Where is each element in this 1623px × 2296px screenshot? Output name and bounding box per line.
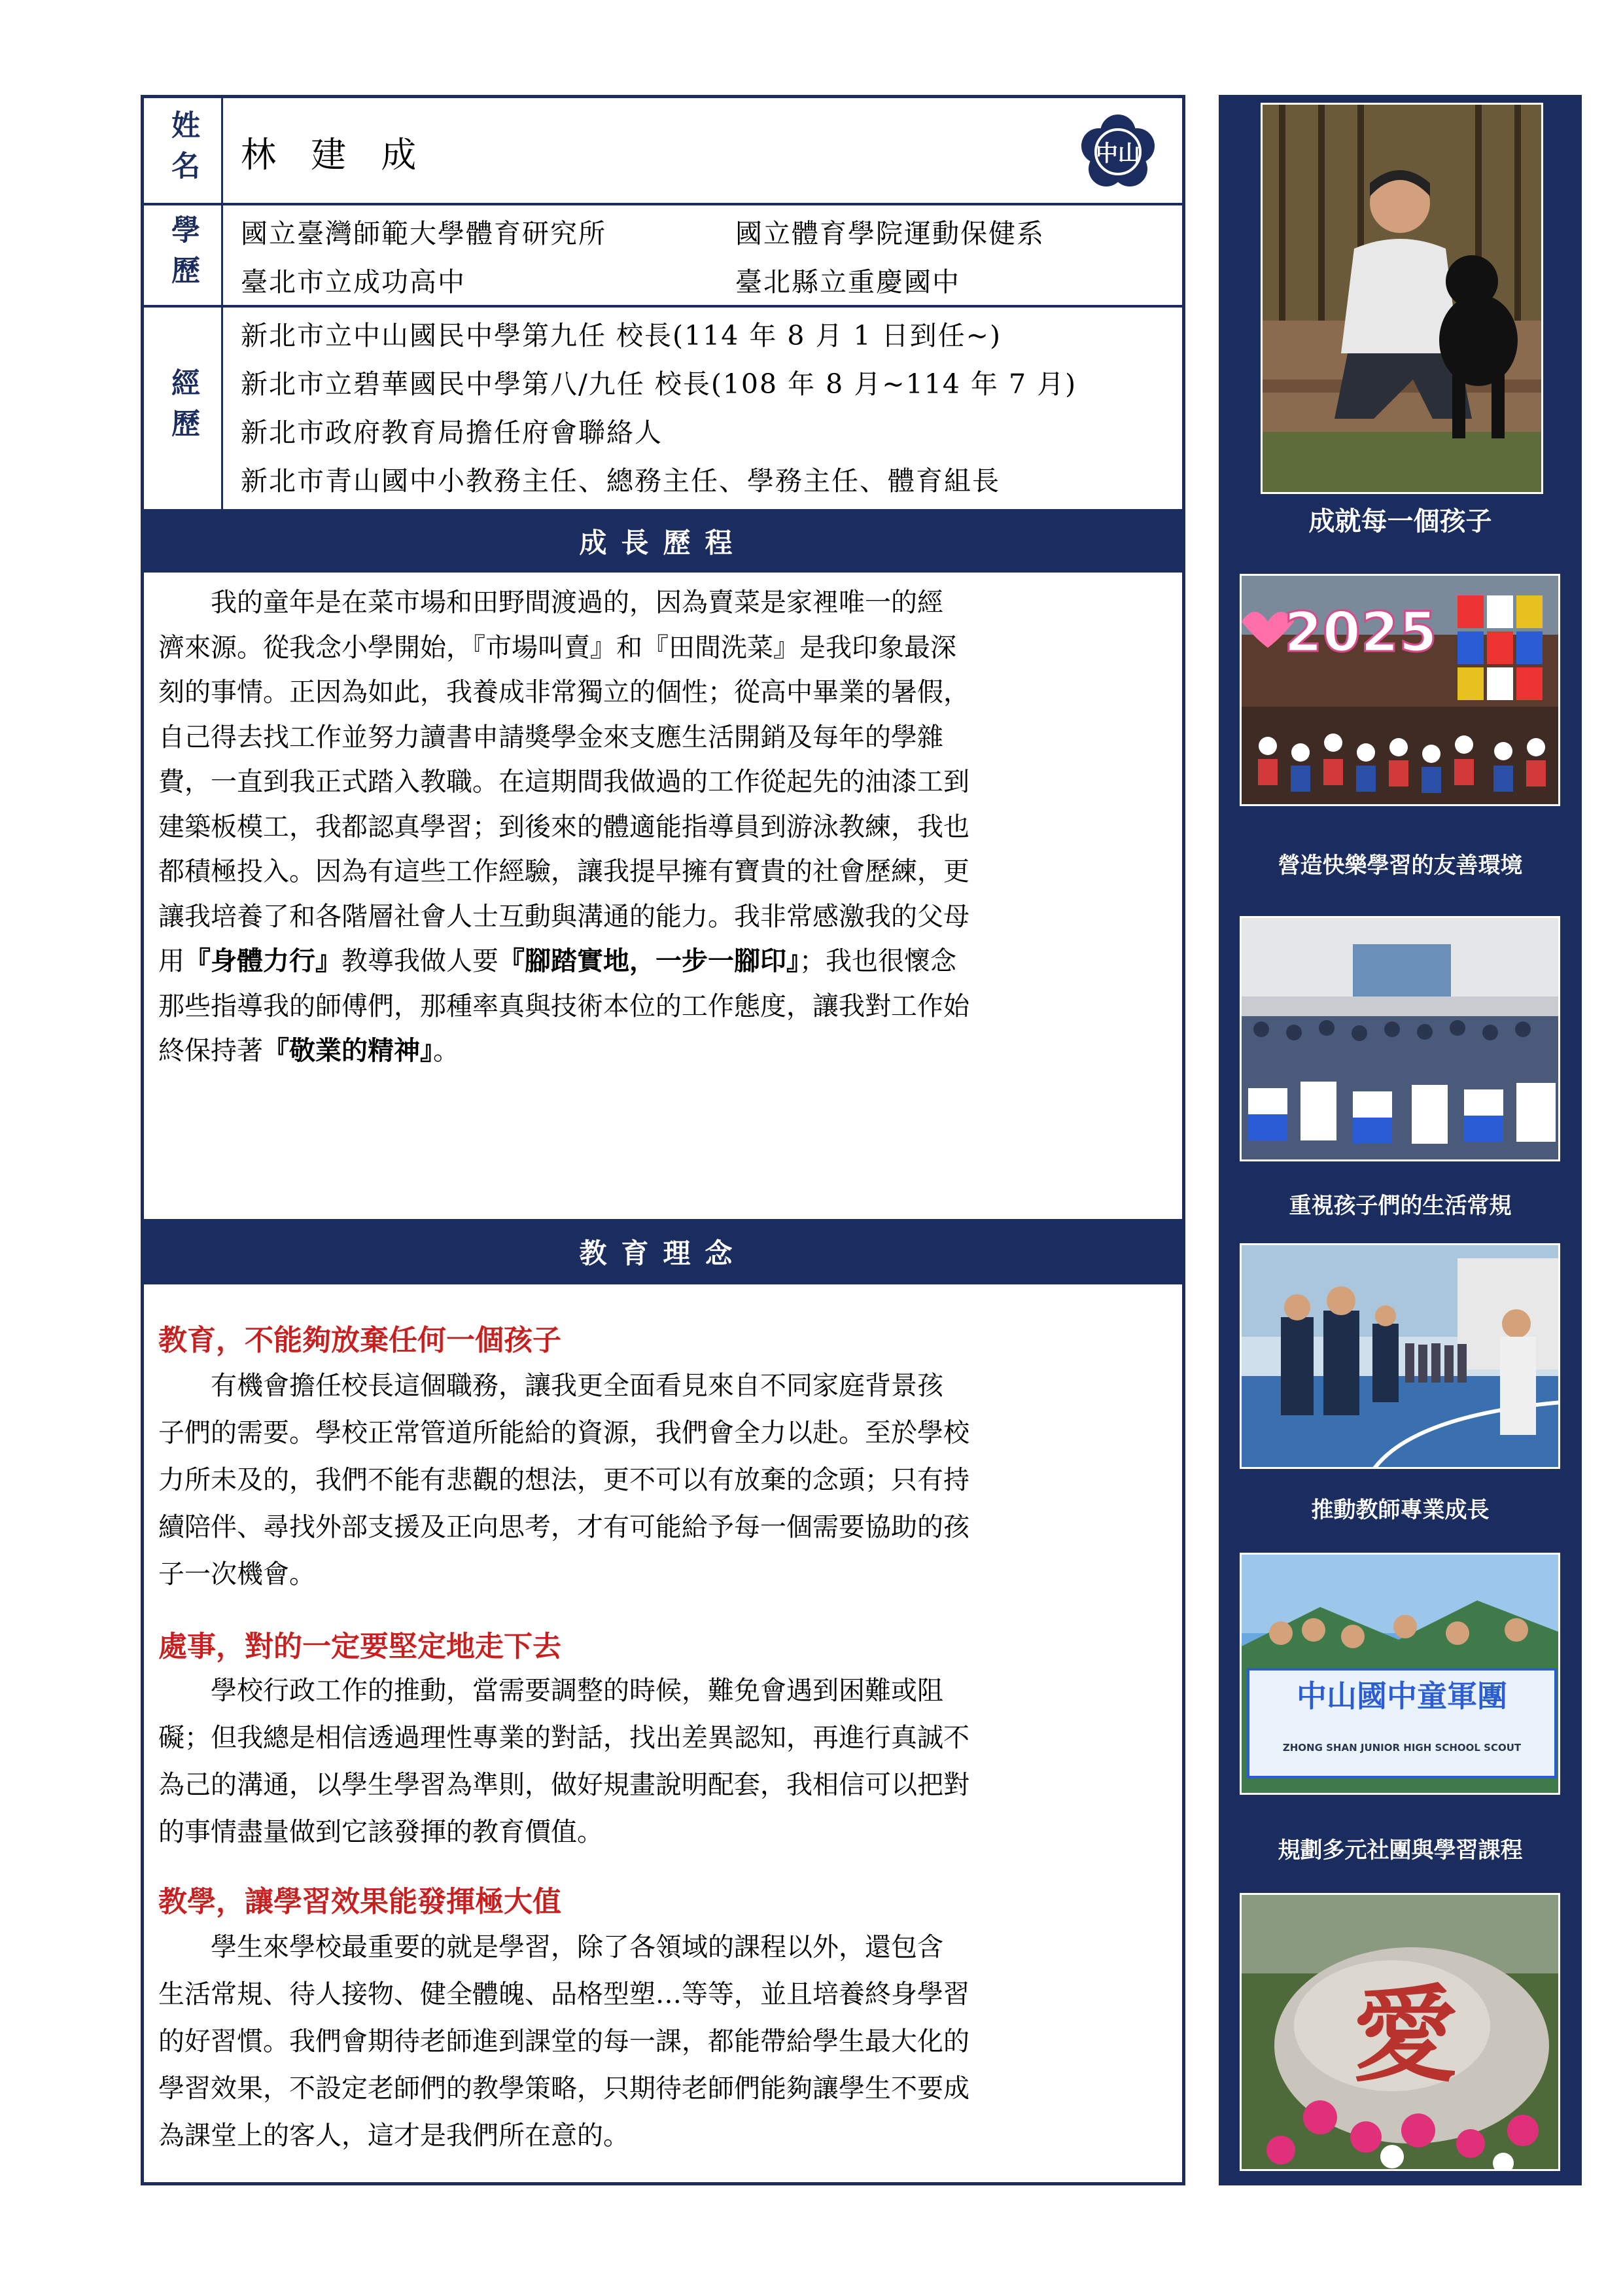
rock-character: 愛	[1352, 1973, 1458, 2096]
philosophy-line: 學生來學校最重要的就是學習，除了各領域的課程以外，還包含	[211, 1932, 943, 1962]
scout-banner-subtitle: ZHONG SHAN JUNIOR HIGH SCHOOL SCOUT	[1282, 1742, 1522, 1754]
growth-line: 讓我培養了和各階層社會人士互動與溝通的能力。我非常感激我的父母	[158, 901, 969, 932]
school-logo	[1080, 114, 1156, 190]
name-label-text: 姓名	[166, 110, 200, 191]
experience-item: 新北市立碧華國民中學第八/九任 校長(108 年 8 月~114 年 7 月)	[241, 368, 1077, 400]
growth-line: 費，一直到我正式踏入教職。在這期間我做過的工作從起先的油漆工到	[158, 767, 969, 797]
text-span: 用	[158, 946, 184, 976]
name-row	[144, 98, 1182, 203]
philosophy-line: 生活常規、待人接物、健全體魄、品格型塑…等等，並且培養終身學習	[158, 1979, 969, 2009]
text-span: 教導我做人要	[341, 946, 498, 976]
photo-caption: 推動教師專業成長	[1311, 1497, 1490, 1523]
name-label	[144, 98, 223, 203]
education-item: 國立臺灣師範大學體育研究所	[241, 218, 606, 249]
event-photo-image	[1242, 576, 1560, 806]
plum-blossom-icon	[1080, 114, 1156, 190]
philosophy-title: 教育理念	[144, 1219, 1182, 1284]
philosophy-line: 子們的需要。學校正常管道所能給的資源，我們會全力以赴。至於學校	[158, 1418, 969, 1448]
photo-caption: 規劃多元社團與學習課程	[1278, 1837, 1523, 1863]
philosophy-paragraph	[158, 1924, 1169, 2159]
text-span: 。	[433, 1036, 459, 1066]
philosophy-line: 的事情盡量做到它該發揮的教育價值。	[158, 1817, 603, 1847]
philosophy-paragraph	[158, 1667, 1169, 1856]
philosophy-paragraph	[158, 1362, 1169, 1598]
philosophy-heading: 教育，不能夠放棄任何一個孩子	[158, 1324, 561, 1357]
experience-row	[144, 308, 1182, 509]
philosophy-line: 學校行政工作的推動，當需要調整的時候，難免會遇到困難或阻	[211, 1676, 943, 1706]
principal-name: 林 建 成	[241, 134, 428, 175]
photo-caption: 重視孩子們的生活常規	[1289, 1193, 1512, 1219]
philosophy-line: 為課堂上的客人，這才是我們所在意的。	[158, 2121, 629, 2151]
education-row	[144, 205, 1182, 305]
growth-line	[158, 1029, 1169, 1074]
growth-paragraph	[158, 580, 1169, 1074]
emphasis-text: 『腳踏實地，一步一腳印』	[498, 946, 799, 976]
growth-line: 濟來源。從我念小學開始，『市場叫賣』和『田間洗菜』是我印象最深	[158, 632, 956, 663]
teachers-photo-image	[1242, 1245, 1560, 1469]
text-span: ；我也很懷念	[799, 946, 956, 976]
rock-photo-image	[1242, 1895, 1560, 2171]
education-label-text: 學歷	[166, 215, 200, 296]
photo-rock	[1240, 1893, 1560, 2171]
photo-assembly	[1240, 916, 1560, 1161]
philosophy-line: 為己的溝通，以學生學習為準則，做好規畫說明配套，我相信可以把對	[158, 1770, 969, 1800]
growth-line: 我的童年是在菜市場和田野間渡過的，因為賣菜是家裡唯一的經	[211, 588, 943, 618]
philosophy-heading: 處事，對的一定要堅定地走下去	[158, 1630, 561, 1663]
growth-line: 自己得去找工作並努力讀書申請獎學金來支應生活開銷及每年的學雜	[158, 722, 943, 752]
photo-caption: 營造快樂學習的友善環境	[1278, 853, 1523, 879]
photo-event	[1240, 574, 1560, 806]
growth-line: 建築板模工，我都認真學習；到後來的體適能指導員到游泳教練，我也	[158, 811, 969, 842]
photo-teachers	[1240, 1243, 1560, 1469]
photo-scouts	[1240, 1553, 1560, 1795]
experience-label-text: 經歷	[166, 368, 200, 449]
philosophy-line: 有機會擔任校長這個職務，讓我更全面看見來自不同家庭背景孩	[211, 1371, 943, 1401]
logo-text: 中山	[1096, 141, 1140, 167]
scout-banner-title: 中山國中童軍團	[1297, 1678, 1507, 1714]
growth-line	[158, 939, 1169, 984]
growth-line: 那些指導我的師傅們，那種率真與技術本位的工作態度，讓我對工作始	[158, 991, 969, 1021]
education-label	[144, 205, 223, 305]
philosophy-line: 子一次機會。	[158, 1559, 315, 1589]
main-frame	[141, 95, 1185, 2185]
principal-photo-image	[1263, 105, 1543, 494]
growth-line: 都積極投入。因為有這些工作經驗，讓我提早擁有寶貴的社會歷練，更	[158, 857, 969, 887]
photo-sidebar	[1219, 95, 1582, 2185]
philosophy-line: 力所未及的，我們不能有悲觀的想法，更不可以有放棄的念頭；只有持	[158, 1465, 969, 1495]
photo-principal	[1261, 103, 1543, 494]
experience-item: 新北市立中山國民中學第九任 校長(114 年 8 月 1 日到任~)	[241, 320, 1002, 351]
text-span: 終保持著	[158, 1036, 263, 1066]
scouts-photo-image	[1242, 1555, 1560, 1795]
education-item: 國立體育學院運動保健系	[735, 218, 1045, 249]
growth-line: 刻的事情。正因為如此，我養成非常獨立的個性；從高中畢業的暑假，	[158, 677, 969, 707]
philosophy-line: 學習效果，不設定老師們的教學策略，只期待老師們能夠讓學生不要成	[158, 2074, 969, 2104]
emphasis-text: 『身體力行』	[184, 946, 341, 976]
education-item: 臺北縣立重慶國中	[735, 266, 960, 298]
philosophy-line: 的好習慣。我們會期待老師進到課堂的每一課，都能帶給學生最大化的	[158, 2026, 969, 2057]
event-year: 2025	[1284, 600, 1437, 664]
photo-caption: 成就每一個孩子	[1308, 506, 1492, 537]
experience-label	[144, 308, 223, 509]
assembly-photo-image	[1242, 918, 1560, 1161]
growth-title: 成長歷程	[144, 509, 1182, 573]
philosophy-heading: 教學，讓學習效果能發揮極大值	[158, 1885, 561, 1918]
education-item: 臺北市立成功高中	[241, 266, 466, 298]
philosophy-line: 礙；但我總是相信透過理性專業的對話，找出差異認知，再進行真誠不	[158, 1723, 969, 1753]
philosophy-line: 續陪伴、尋找外部支援及正向思考，才有可能給予每一個需要協助的孩	[158, 1512, 969, 1542]
experience-item: 新北市政府教育局擔任府會聯絡人	[241, 417, 663, 448]
experience-item: 新北市青山國中小教務主任、總務主任、學務主任、體育組長	[241, 465, 1000, 497]
emphasis-text: 『敬業的精神』	[263, 1036, 433, 1066]
